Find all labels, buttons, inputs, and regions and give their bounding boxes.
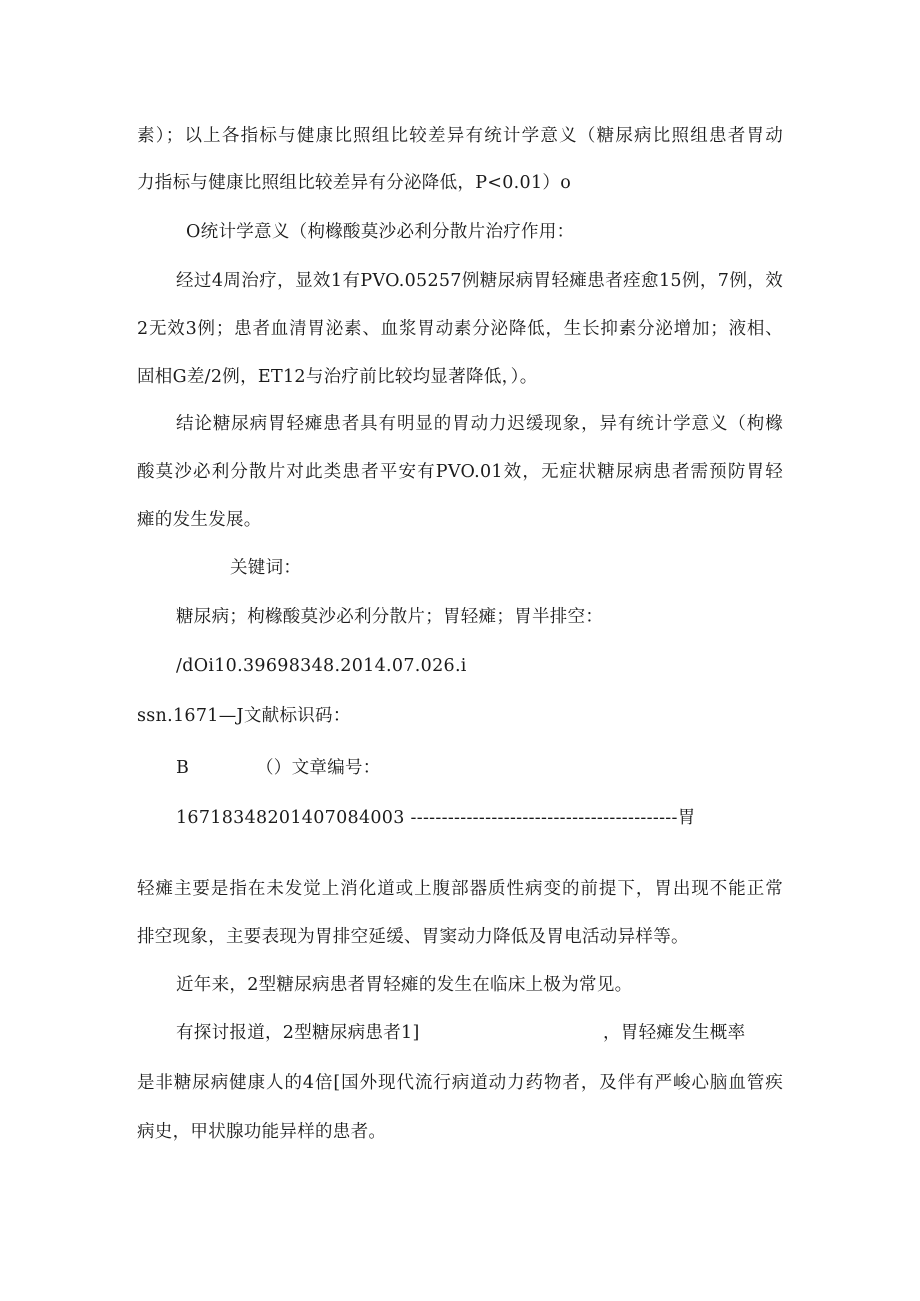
text-line: O统计学意义（枸橼酸莫沙必利分散片治疗作用： <box>186 222 575 242</box>
text-line: 有探讨报道，2型糖尿病患者1] <box>176 1023 420 1043</box>
text-line: 是非糖尿病健康人的4倍[国外现代流行病道动力药物者，及伴有严峻心脑血管疾 <box>137 1073 783 1093</box>
keywords-heading: 关键词： <box>230 558 302 578</box>
text-line: 力指标与健康比照组比较差异有分泌降低，P<0.01）o <box>137 173 572 193</box>
article-number-label: （）文章编号： <box>256 758 381 778</box>
text-line: ，胃轻瘫发生概率 <box>603 1023 746 1043</box>
article-number-line: 16718348201407084003 -------------------------------------------胃 <box>176 808 696 828</box>
text-line: 固相G差/2例，ET12与治疗前比较均显著降低，）。 <box>137 367 538 387</box>
text-line: 2无效3例；患者血清胃泌素、血浆胃动素分泌降低，生长抑素分泌增加；液相、 <box>137 319 783 339</box>
document-code-letter: B <box>176 758 190 778</box>
text-line: 素）；以上各指标与健康比照组比较差异有统计学意义（糖尿病比照组患者胃动 <box>137 126 783 146</box>
text-line: 排空现象，主要表现为胃排空延缓、胃窦动力降低及胃电活动异样等。 <box>137 927 689 947</box>
issn-line: ssn.1671—J文献标识码： <box>137 706 351 726</box>
doi-line: /dOi10.39698348.2014.07.026.i <box>176 656 467 676</box>
text-line: 近年来，2型糖尿病患者胃轻瘫的发生在临床上极为常见。 <box>176 975 633 995</box>
keywords-list: 糖尿病；枸橼酸莫沙必利分散片；胃轻瘫；胃半排空： <box>176 607 604 627</box>
text-line: 经过4周治疗，显效1有PVO.05257例糖尿病胃轻瘫患者痊愈15例，7例，效 <box>176 271 783 291</box>
text-line: 病史，甲状腺功能异样的患者。 <box>137 1122 387 1142</box>
text-line: 酸莫沙必利分散片对此类患者平安有PVO.01效，无症状糖尿病患者需预防胃轻 <box>137 462 783 482</box>
text-line: 轻瘫主要是指在未发觉上消化道或上腹部器质性病变的前提下，胃出现不能正常 <box>137 879 783 899</box>
text-line: 瘫的发生发展。 <box>137 510 262 530</box>
text-line: 结论糖尿病胃轻瘫患者具有明显的胃动力迟缓现象，异有统计学意义（枸橼 <box>176 414 783 434</box>
